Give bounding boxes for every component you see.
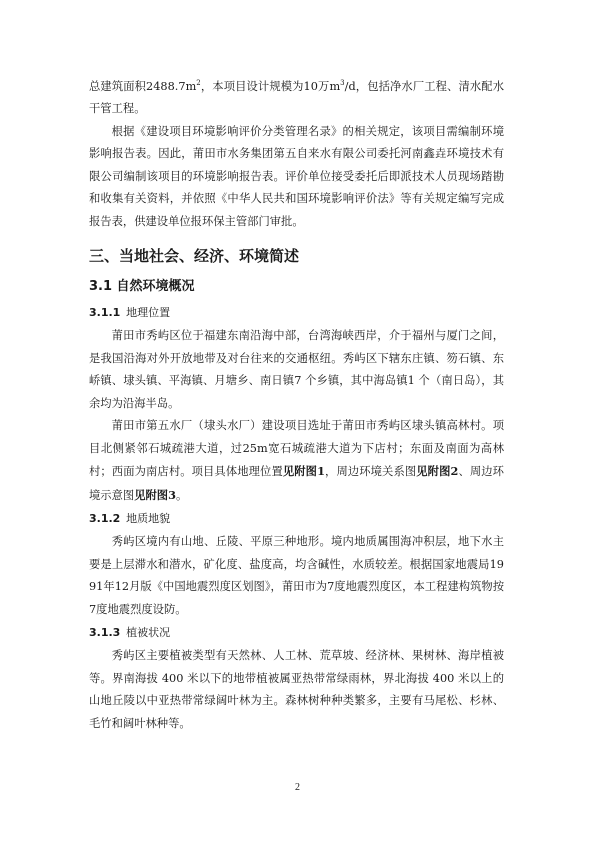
section-3-1-3-heading (89, 623, 504, 643)
figure-ref-1: 见附图1 (282, 464, 325, 479)
geology-paragraph: 秀屿区境内有山地、丘陵、平原三种地形。境内地质属围海冲积层，地下水主要是上层滞水和潜水，矿化度、盐度高，均含碱性，水质较差。根据国家地震局1991年12月版《中国地震烈度区划图》，莆田市为7度地震烈度区，本工程建构筑物按7度地震烈度设防。 (89, 535, 504, 616)
site-text-e: 。 (175, 488, 188, 502)
section-number: 3.1.1 (89, 306, 121, 320)
site-text-c: ，周边环境关系图 (324, 465, 417, 479)
intro-text-b: ，本项目设计规模为10万m (200, 79, 341, 93)
geo-location-paragraph-2 (89, 415, 504, 507)
geo-location-paragraph-1: 莆田市秀屿区位于福建东南沿海中部，台湾海峡西岸，介于福州与厦门之间，是我国沿海对外开放地带及对台往来的交通枢纽。秀屿区下辖东庄镇、笏石镇、东峤镇、埭头镇、平海镇、月塘乡、南日镇7 个乡镇，其中海岛镇1 个（南日岛），其余均为沿海半岛。 (89, 329, 504, 410)
superscript-3: 3 (340, 79, 345, 87)
vegetation-paragraph: 秀屿区主要植被类型有天然林、人工林、荒草坡、经济林、果树林、海岸植被等。界南海拔 400 米以下的地带植被属亚热带常绿雨林，界北海拔 400 米以上的山地丘陵以中亚热带常绿阔叶林为主。森林树种种类繁多，主要有马尾松、杉林、毛竹和阔叶林种等。 (89, 649, 504, 730)
section-3-1-heading: 3.1 自然环境概况 (89, 279, 195, 295)
site-text-a: 莆田市第五水厂（埭头水厂）建设项目选址于莆田市秀屿区埭头镇高林村。项目北侧紧邻石城疏港大道，过25m宽石城疏港大道为下店村；东面及南面为高林村；西面为南店村。项目具体地理位置 (89, 419, 504, 479)
section-number: 3.1.2 (89, 512, 121, 526)
figure-ref-2: 见附图2 (416, 464, 459, 479)
page-number: 2 (295, 782, 300, 793)
intro-paragraph-2: 根据《建设项目环境影响评价分类管理名录》的相关规定，该项目需编制环境影响报告表。因此，莆田市水务集团第五自来水有限公司委托河南鑫垚环境技术有限公司编制该项目的环境影响报告表。评价单位接受委托后即派技术人员现场踏勘和收集有关资料，并依照《中华人民共和国环境影响评价法》等有关规定编写完成报告表，供建设单位报环保主管部门审批。 (89, 124, 504, 228)
section-3-1-2-heading (89, 509, 504, 529)
intro-paragraph-1 (89, 72, 504, 121)
intro-text-a: 总建筑面积2488.7m (89, 79, 197, 93)
intro-text-c: /d，包括净水厂工程、清水配水干管工程。 (89, 79, 504, 116)
section-label: 地理位置 (126, 306, 171, 320)
section-label: 地质地貌 (126, 512, 171, 526)
figure-ref-3: 见附图3 (134, 487, 176, 502)
page-content (89, 72, 504, 735)
site-text-d: 、周边环境示意图 (89, 465, 504, 502)
section-number: 3.1.3 (89, 626, 121, 640)
section-3-1-1-heading (89, 303, 504, 323)
section-3-heading: 三、当地社会、经济、环境简述 (89, 247, 300, 266)
section-label: 植被状况 (126, 626, 171, 640)
superscript-2: 2 (196, 79, 201, 87)
